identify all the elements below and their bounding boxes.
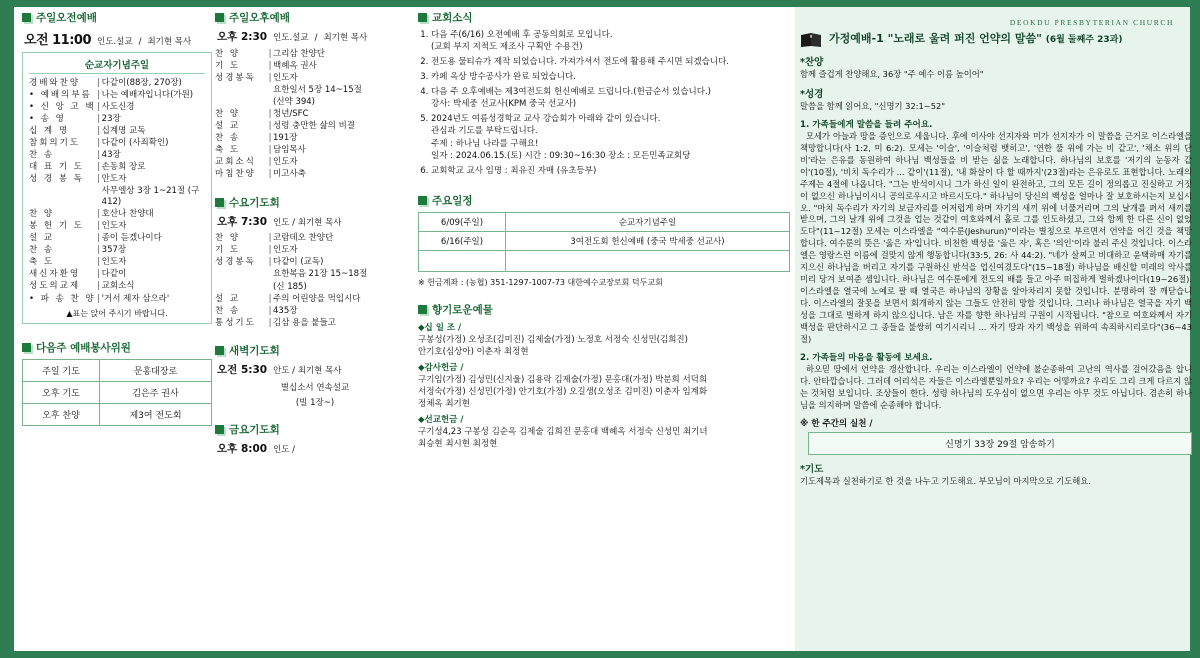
order-item-value: 교회소식: [101, 281, 135, 292]
order-row: [29, 186, 205, 209]
order-row: [215, 281, 415, 293]
order-item-label: 기 도: [215, 60, 241, 71]
gift-names-line: 구기성4,23 구봉성 김순옥 김제술 김희진 문홍대 백혜옥 서정숙 신성민 최기녀: [418, 426, 708, 437]
news-line: 다음 주(6/16) 오전예배 후 공동의회로 모입니다.: [431, 30, 613, 40]
square-bullet-icon: [418, 196, 427, 205]
order-item-label: 설 교: [215, 293, 241, 304]
order-separator: |: [268, 245, 272, 256]
order-item-value: 인도자: [273, 72, 298, 83]
schedule-row: [419, 250, 790, 271]
order-item-value: 인도자: [273, 245, 298, 256]
order-item-value: 담임목사: [273, 145, 306, 156]
order-separator: |: [97, 77, 101, 88]
section-scripture: [800, 86, 1192, 113]
order-separator: |: [97, 269, 101, 280]
order-item-label: 교회소식: [215, 157, 256, 168]
service-leader-label: 인도.설교: [97, 37, 133, 47]
order-item-value: 다같이: [101, 269, 127, 280]
gift-group: [418, 361, 790, 409]
top-edge-bar: [0, 0, 1200, 7]
column-other-services: [215, 10, 415, 465]
order-row: [29, 101, 205, 113]
duty-row: [23, 382, 212, 404]
order-item-value: 사무엘상 3장 1~21절 (구 412): [101, 186, 200, 208]
order-separator: |: [268, 257, 272, 268]
order-of-worship-title: 순교자기념주일: [29, 57, 205, 74]
order-row: [215, 269, 415, 281]
duty-person: 문홍대장로: [100, 360, 212, 382]
duty-table: [22, 359, 212, 426]
section-title: [215, 343, 415, 358]
body2-heading: 2. 가족들의 마음을 활동에 보세요.: [800, 352, 933, 363]
gift-group-title: ◆감사헌금 /: [418, 362, 464, 373]
order-item-label: 찬 양: [215, 108, 241, 119]
duty-person: 제3여 전도회: [100, 404, 212, 426]
section-friday-prayer: [215, 422, 415, 456]
duty-role: 오후 기도: [23, 382, 100, 404]
order-of-worship-box: [22, 52, 212, 324]
section-title: [215, 195, 415, 210]
order-item-label: 경배와찬양: [29, 77, 81, 88]
order-row: [29, 89, 205, 101]
order-item-value: 미고사축: [273, 169, 306, 180]
news-line: 카페 옥상 방수공사가 완료 되었습니다.: [431, 71, 576, 82]
gift-names-line: 최승현 최시현 최정현: [418, 438, 498, 449]
service-leader-label: 안도 / 최기현 목사: [273, 366, 342, 377]
section-wednesday-prayer: [215, 195, 415, 330]
news-line: 2024년도 여름성경학교 교사 강습회가 아래와 같이 있습니다.: [431, 113, 661, 124]
square-bullet-icon: [22, 13, 31, 22]
order-item-label: 설 교: [215, 120, 241, 131]
service-header-row: 오후 2:30 인도.설교 / 최기현 목사: [217, 31, 368, 43]
body1-heading: 1. 가족들에게 말씀을 들려 주어요.: [800, 119, 933, 130]
order-item-label: 축 도: [29, 257, 55, 268]
order-item-label: 찬 송: [215, 133, 241, 144]
week-practice-box: 신명기 33장 29절 암송하기: [808, 432, 1192, 455]
order-item-value: 다같이(88장, 270장): [101, 77, 182, 88]
offering-account-note: ※ 헌금계좌 : (농협) 351-1297-1007-73 대한예수교장로회 덕두교회: [418, 277, 663, 287]
schedule-event: 순교자기념주일: [506, 212, 790, 231]
order-row: [29, 293, 205, 305]
news-item: [431, 29, 790, 54]
scripture-heading: *성경: [800, 88, 824, 100]
praise-text: 함께 즐겁게 찬양해요, 36장 "주 예수 이름 높이어": [800, 69, 984, 79]
order-row: [215, 245, 415, 257]
column-sunday-morning: [22, 10, 212, 435]
service-leader: 최기현 목사: [323, 33, 368, 43]
order-row: [29, 269, 205, 281]
schedule-date: 6/09(주일): [419, 212, 506, 231]
order-row: [215, 317, 415, 329]
order-of-worship-table: [29, 77, 205, 305]
order-separator: |: [268, 120, 272, 131]
order-item-value: 인도자: [273, 157, 298, 168]
order-row: [29, 161, 205, 173]
section-title: [418, 10, 790, 25]
order-row: [215, 48, 415, 60]
order-row: [215, 145, 415, 157]
schedule-table: [418, 212, 790, 272]
section-title: [215, 422, 415, 437]
order-row: [29, 149, 205, 161]
order-separator: |: [97, 233, 101, 244]
afternoon-order-table: [215, 48, 415, 181]
order-item-label: 봉 헌 기 도: [29, 221, 84, 232]
order-item-label: 성경봉독: [215, 72, 256, 83]
schedule-row: [419, 231, 790, 250]
section-offerings: [418, 302, 790, 449]
order-item-value: 23장: [101, 113, 121, 124]
order-row: [29, 209, 205, 221]
section-title: [22, 10, 212, 25]
section-title: [418, 193, 790, 208]
pray-text: 기도제목과 실천하기로 한 것을 나누고 기도해요. 부모님이 마지막으로 기도해요.: [800, 475, 1091, 486]
news-line: (교회 부지 지적도 제조사 구획안 수용건): [431, 42, 583, 53]
order-item-value: 다같이 (사죄확인): [101, 137, 169, 148]
schedule-title: 주요일정: [432, 194, 473, 207]
order-separator: |: [268, 145, 272, 156]
order-item-label: 통성기도: [215, 317, 256, 328]
order-row: [29, 125, 205, 137]
order-row: [29, 77, 205, 89]
order-separator: |: [97, 162, 101, 173]
order-item-value: 백혜옥 권사: [273, 60, 317, 71]
order-row: [215, 120, 415, 132]
news-line: 전도용 물티슈가 제작 되었습니다. 가져가셔서 전도에 활용해 주시면 되겠습니다.: [431, 57, 729, 68]
order-row: [215, 108, 415, 120]
order-item-label: 찬 송: [215, 305, 241, 316]
section-church-news: [418, 10, 790, 177]
news-title: 교회소식: [432, 12, 473, 24]
schedule-event: [506, 250, 790, 271]
section-main-schedule: [418, 193, 790, 288]
order-row: [29, 281, 205, 293]
order-separator: |: [97, 209, 101, 220]
news-line: 다음 주 오후예배는 제3여전도회 헌신예배로 드립니다.(헌금순서 있습니다.): [431, 86, 711, 97]
family-worship-label: 가정예배-1: [829, 32, 884, 45]
gift-names-line: 구기임(가정) 김성민(신지울) 김용락 김제술(가정) 문홍대(가정) 박분희 서덕희: [418, 374, 708, 385]
order-item-value: 주의 어린양을 먹입시다: [273, 293, 361, 304]
order-item-value: 요한일서 5장 14~15절: [273, 84, 362, 95]
order-item-value: 그리삼 찬양단: [273, 48, 325, 59]
order-row: [215, 305, 415, 317]
order-separator: |: [268, 317, 272, 328]
gift-group-title: ◆선교헌금 /: [418, 414, 464, 425]
section-title: [22, 340, 212, 355]
wednesday-title: 수요기도회: [229, 196, 280, 209]
order-item-label: 십 계 명: [29, 125, 70, 136]
schedule-row: [419, 212, 790, 231]
order-item-value: 357장: [101, 245, 127, 256]
sunday-afternoon-title: 주일오후예배: [229, 12, 290, 24]
order-item-value: 435장: [273, 305, 298, 316]
order-item-label: • 예배의부름: [29, 89, 92, 100]
order-separator: |: [268, 169, 272, 180]
square-bullet-icon: [215, 346, 224, 355]
wednesday-order-table: [215, 233, 415, 330]
sunday-morning-title: 주일오전예배: [36, 12, 97, 24]
square-bullet-icon: [22, 343, 31, 352]
order-item-label: 축 도: [215, 145, 241, 156]
order-item-label: 참회의기도: [29, 137, 81, 148]
order-separator: |: [97, 281, 101, 292]
order-item-value: 안도자: [101, 174, 127, 185]
pray-heading: *기도: [800, 463, 824, 475]
gift-group: [418, 413, 790, 449]
order-item-label: [215, 84, 267, 96]
week-practice-heading: ※ 한 주간의 실천 /: [800, 418, 873, 429]
schedule-date: 6/16(주일): [419, 231, 506, 250]
order-item-label: [215, 281, 267, 293]
news-list: [418, 29, 790, 177]
square-bullet-icon: [418, 13, 427, 22]
dawn-series-line1: 별십소서 연속설교: [280, 383, 350, 394]
order-item-value: 종이 듣겠나이다: [101, 233, 162, 244]
order-item-value: 인도자: [101, 221, 127, 232]
service-leader-label: 인도 /: [273, 445, 296, 456]
order-separator: |: [97, 293, 101, 304]
order-separator: |: [268, 108, 272, 119]
duty-person: 김은주 권사: [100, 382, 212, 404]
order-item-label: 찬 양: [29, 209, 55, 220]
family-worship-title: [829, 32, 1122, 47]
order-row: [29, 137, 205, 149]
dawn-title: 새벽기도회: [229, 345, 280, 358]
section-title: [418, 302, 790, 317]
order-item-value: 다같이 (교독): [273, 257, 324, 268]
service-header-row: 오전 11:00 인도.설교 / 최기현 목사: [24, 29, 212, 48]
order-separator: |: [97, 125, 101, 136]
order-item-value: '거서 제자 삼으라': [101, 293, 170, 304]
body1-text: 모세가 아늘과 땅을 증인으로 세웁니다. 후에 이사야 선지자와 미가 선지자가 이 말씀을 근거로 이스라엘을 책망합니다(사 1:2, 미 6:2). 모세는 '이슬', '이슬처럼 뱃히고', '연한 풀 위에 가는 비 같고', '채소 위의 단비'라는 은유를 동원하여 하나님 백성들을 비 받는 싦을 노래합니다. 하나님의 보호를 '저기의 눈동자 같이'(10절), '비치 독수리가 ... 같이'(11절), '내 화살이 다 할 때까지'(23절)라는 은유로도 표현합니다. 노래의 주제는 4절에 나옵니다. "그는 반석이시니 그가 하신 일이 완전하고, 그의 모든 길이 정의롭고 진실하고 거짓이 없으신 하나님이시니 공의로우시고 바르시도다." 하나님이 당신의 백성을 얼마나 잘 보호하시는지 보십시오. "마치 독수리가 자기의 보금자리를 어저럽게 하며 자기의 새끼 위에 너풀거리며 그의 날개를 펴서 새끼를 받으며, 그의 날개 위에 그것을 업는 것같이 여호와께서 홀로 그를 인도하셨고, 그와 함께 한 다른 신이 없었도다"(11~12절) 모세는 이스라엘을 "여수룬(Jeshurun)"이라는 별칭으로 부르면서 언약을 어긴 것을 책망합니다. 여수룬의 뜻은 '옳은 자'입니다. 비천한 백성을 '옳은 자', 혹은 '의인'이라 불러 주신 것입니다. 이스라엘은 영랑스런 이름에 걸맞지 않게 행동합니다(33:5, 26: 사 44:2). "네가 살찌고 비대하고 윤택하매 자기를 지으신 하나님을 버리고 자기를 구원하신 반석을 업신여겼도다"(15~18절) 하나님을 배신할 미래의 악사를 미리 당겨 보여준 셈입니다. 하나님은 여수룬에게 전도의 배를 들고 아주 떠집하게 벌하겠나이다(19~26절). 이스라엘을 열국에 노예로 팔 때 열국은 하나님의 장황을 알아차리지 못할 것입니다. 분명하여 잘 깨닫습니다. 이스라엘의 잘못을 보면서 회개하지 않는 그들도 안전히 망함 것입니다. 그러나 하나님은 열국을 자기 백성을 그대로 벌하게 하지 않으십니다. 남은 자를 향한 하나님의 구원이 시작됩니다. "참으로 여호와께서 자기 백성을 판단하시고 그 종들을 불쌍히 여기시리니 ... 자기 땅과 자기 백성을 위하여 속죄하시리로다"(36~43절): [800, 130, 1193, 344]
order-item-value: 요한복음 21장 15~18절: [273, 269, 368, 280]
order-item-value: 손동희 장로: [101, 162, 146, 173]
duty-title: 다음주 예배봉사위원: [36, 342, 131, 354]
news-line: 주제 : 하나님 나라를 구해요!: [431, 138, 539, 149]
section-next-week-duty: [22, 340, 212, 426]
gift-groups: [418, 321, 790, 449]
order-item-label: 찬 송: [29, 245, 55, 256]
order-separator: |: [97, 245, 101, 256]
order-item-label: • 신 앙 고 백: [29, 101, 96, 112]
left-edge-bar: [0, 0, 14, 658]
order-item-value: 호산나 찬양대: [101, 209, 154, 220]
service-time: 오후 2:30: [217, 31, 268, 43]
order-separator: |: [268, 293, 272, 304]
scripture-text: 말씀을 함께 읽어요, "신명기 32:1~52": [800, 100, 946, 111]
square-bullet-icon: [215, 13, 224, 22]
service-header-row: [217, 214, 415, 229]
order-separator: |: [268, 48, 272, 59]
order-separator: |: [97, 101, 101, 112]
order-row: [29, 113, 205, 125]
order-item-value: 코람데오 찬양단: [273, 233, 334, 244]
order-item-label: 성경봉독: [215, 257, 256, 268]
section-pray: [800, 461, 1192, 488]
body2-text: 하오믿 땅에서 언약을 갱산합니다. 우리는 이스라엘이 언약에 불순종하여 고난의 역사를 걸어갔음을 압니다. 안타깝습니다. 그러데 어리석은 자들은 이스라엘뿐일까요? 우리는 어떻까요? 우리도 그리 크게 다르지 않는 것처럼 보입니다. 조상들이 한다. 성령 하나님의 도우심이 없으면 우리는 아무 것도 아닙니다. 겸손히 하나님을 의지하며 말씀에 순종해야 합니다.: [800, 363, 1192, 410]
gift-names-line: 정체옥 최기현: [418, 398, 470, 409]
news-item: [431, 86, 790, 111]
column-news: [418, 10, 790, 458]
gift-names-line: 서정숙(가정) 신성민(가정) 안기호(가정) 오길생(오성조 김미진) 이춘자 임계화: [418, 386, 708, 397]
order-item-label: 성도의교제: [29, 281, 81, 292]
order-item-value: 김삼 용을 붙들고: [273, 317, 336, 328]
order-item-label: 성 경 봉 독: [29, 174, 84, 185]
order-item-label: 설 교: [29, 233, 55, 244]
order-row: [215, 257, 415, 269]
schedule-date: [419, 250, 506, 271]
section-body-2: [800, 351, 1192, 412]
news-line: 강사: 박세중 선교사(KPM 중국 선교사): [431, 99, 577, 110]
family-worship-header: [800, 32, 1192, 48]
section-body-1: [800, 118, 1192, 346]
gift-group: [418, 321, 790, 357]
order-row: [215, 157, 415, 169]
order-separator: |: [97, 137, 101, 148]
duty-role: 주일 기도: [23, 360, 100, 382]
news-item: [431, 71, 790, 83]
order-item-value: 청년/SFC: [273, 108, 309, 119]
news-item: [431, 165, 790, 177]
column-family-worship: [800, 8, 1192, 492]
order-row: [29, 233, 205, 245]
order-separator: |: [97, 149, 101, 160]
service-time: 오전 11:00: [24, 33, 92, 48]
order-separator: |: [268, 133, 272, 144]
family-worship-quote: "노래로 울려 퍼진 언약의 말씀": [887, 32, 1042, 45]
order-row: [29, 221, 205, 233]
order-item-value: (신약 394): [273, 96, 315, 107]
section-sunday-morning-service: [22, 10, 212, 324]
order-separator: |: [268, 72, 272, 83]
order-separator: |: [97, 113, 101, 124]
section-sunday-afternoon-service: [215, 10, 415, 181]
praise-heading: *찬양: [800, 57, 824, 68]
service-header-row: [217, 362, 415, 377]
order-row: [215, 84, 415, 96]
family-worship-date: (6월 둘째주 23과): [1045, 35, 1123, 45]
order-item-value: 191장: [273, 133, 298, 144]
order-separator: |: [97, 89, 101, 100]
service-leader: 최기현 목사: [147, 37, 192, 47]
service-header-row: [217, 441, 415, 456]
order-footnote: ▲표는 앉어 주시기 바랍니다.: [66, 309, 168, 318]
order-row: [215, 169, 415, 181]
news-item: [431, 56, 790, 68]
order-row: [215, 233, 415, 245]
order-item-label: [215, 96, 267, 108]
service-leader-label: 인도 / 최기현 목사: [273, 217, 342, 228]
order-item-label: 새신자환영: [29, 269, 81, 280]
news-line: 관심과 기도를 부탁드립니다.: [431, 126, 538, 137]
gift-names-line: 구봉성(가정) 오성조(김미진) 김제술(가정) 노정호 서정숙 신성민(김희진): [418, 334, 688, 345]
order-item-value: 인도자: [101, 257, 127, 268]
order-row: [29, 257, 205, 269]
order-item-label: 마침찬양: [215, 169, 256, 180]
order-item-value: 43장: [101, 149, 121, 160]
order-item-label: 대 표 기 도: [29, 162, 84, 173]
order-item-label: • 파 송 찬 양: [29, 293, 96, 304]
friday-title: 금요기도회: [229, 424, 280, 437]
order-item-label: 기 도: [215, 245, 241, 256]
bible-icon: [800, 32, 822, 48]
order-row: [215, 60, 415, 72]
order-separator: |: [97, 174, 101, 185]
order-item-label: [29, 186, 96, 209]
order-row: [215, 72, 415, 84]
order-row: [215, 293, 415, 305]
schedule-event: 3여전도회 헌신예배 (중국 박세중 선교사): [506, 231, 790, 250]
section-praise: [800, 54, 1192, 81]
order-item-value: 나는 예배자입니다(가원): [101, 89, 194, 100]
order-item-value: 성령 충만한 삶의 비결: [273, 120, 356, 131]
square-bullet-icon: [215, 425, 224, 434]
order-item-value: 사도신경: [101, 101, 135, 112]
order-separator: |: [268, 60, 272, 71]
gift-title: 향기로운예물: [432, 303, 493, 316]
square-bullet-icon: [418, 305, 427, 314]
bottom-edge-bar: [0, 651, 1200, 658]
order-row: [29, 174, 205, 186]
order-separator: |: [268, 233, 272, 244]
section-title: [215, 10, 415, 25]
gift-names-line: 안기호(심상아) 이춘자 최정현: [418, 346, 529, 357]
news-line: 일자 : 2024.06.15.(토) 시간 : 09:30~16:30 장소 : 모든민족교회당: [431, 150, 691, 161]
order-item-value: (신 185): [273, 281, 307, 292]
news-item: [431, 113, 790, 162]
order-separator: |: [268, 157, 272, 168]
service-leader-label: 인도.설교: [273, 33, 309, 43]
square-bullet-icon: [215, 198, 224, 207]
service-time: 오전 5:30: [217, 364, 268, 377]
order-separator: |: [97, 221, 101, 232]
duty-row: [23, 404, 212, 426]
church-latin-name: DEOKDU PRESBYTERIAN CHURCH: [1009, 18, 1174, 27]
order-item-label: 찬 양: [215, 48, 241, 59]
order-item-value: 십계명 교독: [101, 125, 146, 136]
service-time: 오후 7:30: [217, 215, 268, 228]
gift-group-title: ◆십 일 조 /: [418, 322, 462, 333]
duty-row: [23, 360, 212, 382]
order-row: [215, 96, 415, 108]
service-time: 오후 8:00: [217, 443, 268, 456]
order-row: [29, 245, 205, 257]
order-item-label: 찬 양: [215, 233, 241, 244]
duty-role: 오후 찬양: [23, 404, 100, 426]
dawn-series-line2: (빌 1장~): [295, 398, 335, 409]
section-week-practice: [800, 417, 1192, 455]
order-row: [215, 132, 415, 144]
news-line: 교회학교 교사 임명 : 최유진 자매 (유초등부): [431, 165, 597, 176]
order-item-label: 찬 송: [29, 149, 55, 160]
order-separator: |: [97, 257, 101, 268]
order-item-label: [215, 269, 267, 281]
order-item-label: • 송 영: [29, 113, 66, 124]
order-separator: |: [268, 305, 272, 316]
section-dawn-prayer: [215, 343, 415, 408]
